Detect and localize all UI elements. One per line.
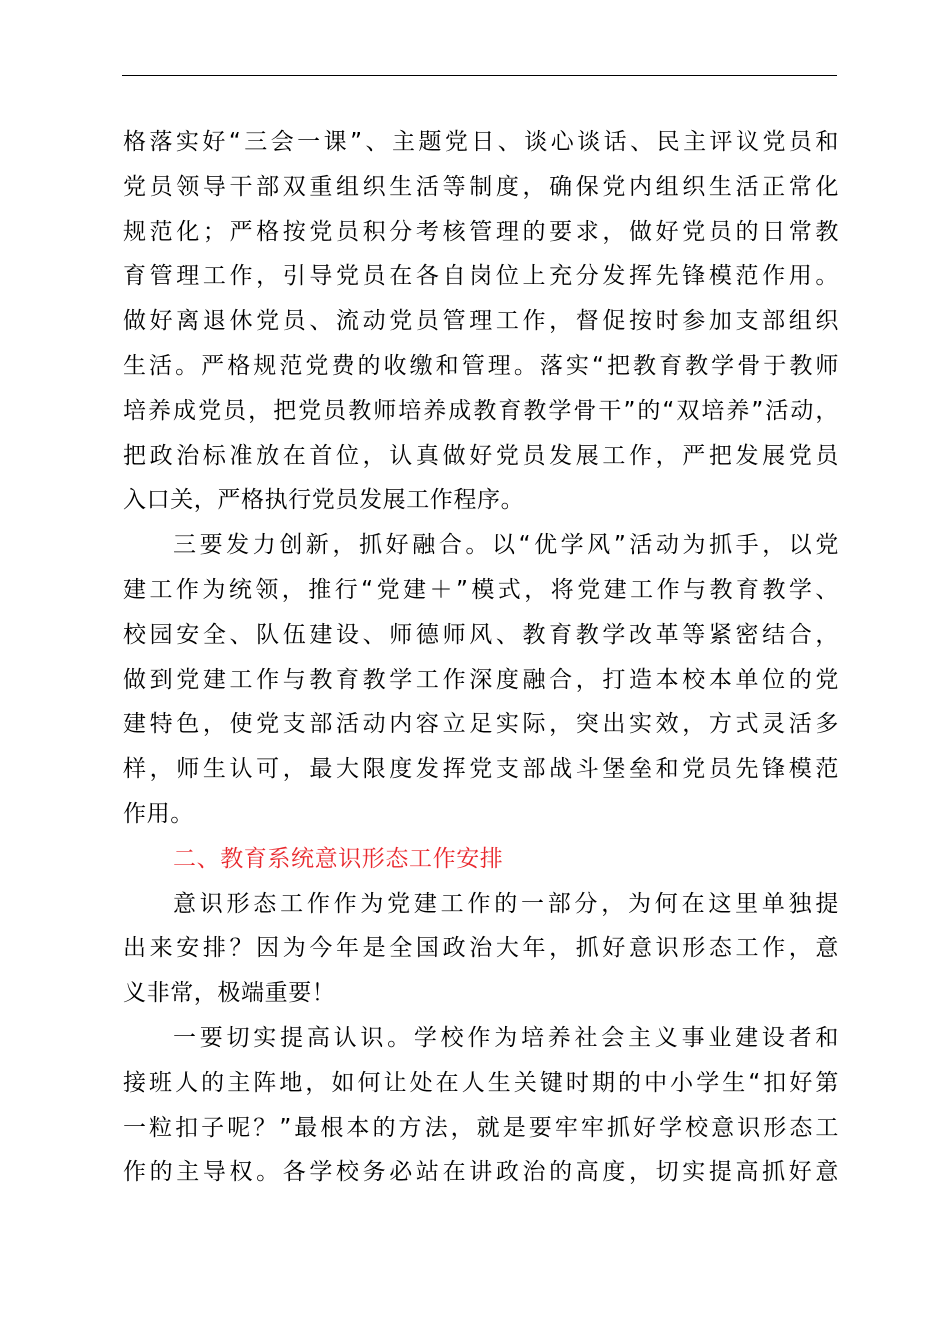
section-heading: 二、教育系统意识形态工作安排 xyxy=(173,845,504,872)
text-line-22: 接班人的主阵地，如何让处在人生关键时期的中小学生“扣好第 xyxy=(123,1069,839,1096)
text-line-24: 作的主导权。各学校务必站在讲政治的高度，切实提高抓好意 xyxy=(123,1159,839,1186)
text-line-15: 样，师生认可，最大限度发挥党支部战斗堡垒和党员先锋模范 xyxy=(123,756,839,783)
text-line-12: 校园安全、队伍建设、师德师风、教育教学改革等紧密结合， xyxy=(123,621,839,648)
text-line-2: 党员领导干部双重组织生活等制度，确保党内组织生活正常化 xyxy=(123,173,839,200)
text-line-23: 一粒扣子呢？”最根本的方法，就是要牢牢抓好学校意识形态工 xyxy=(123,1114,839,1141)
text-line-10: 三要发力创新，抓好融合。以“优学风”活动为抓手，以党 xyxy=(173,532,839,559)
text-line-13: 做到党建工作与教育教学工作深度融合，打造本校本单位的党 xyxy=(123,666,839,693)
text-line-5: 做好离退休党员、流动党员管理工作，督促按时参加支部组织 xyxy=(123,308,839,335)
document-body xyxy=(123,120,839,1195)
text-line-6: 生活。严格规范党费的收缴和管理。落实“把教育教学骨于教师 xyxy=(123,352,839,379)
text-line-4: 育管理工作，引导党员在各自岗位上充分发挥先锋模范作用。 xyxy=(123,263,839,290)
text-line-16: 作用。 xyxy=(123,800,194,827)
text-line-9: 入口关，严格执行党员发展工作程序。 xyxy=(123,487,525,514)
text-line-18: 意识形态工作作为党建工作的一部分，为何在这里单独提 xyxy=(173,890,839,917)
text-line-20: 义非常，极端重要！ xyxy=(123,980,336,1007)
text-line-14: 建特色，使党支部活动内容立足实际，突出实效，方式灵活多 xyxy=(123,711,839,738)
text-line-1: 格落实好“三会一课”、主题党日、谈心谈话、民主评议党员和 xyxy=(123,129,839,155)
text-line-8: 把政治标准放在首位，认真做好党员发展工作，严把发展党员 xyxy=(123,442,839,469)
text-line-7: 培养成党员，把党员教师培养成教育教学骨干”的“双培养”活动， xyxy=(123,397,839,424)
text-line-21: 一要切实提高认识。学校作为培养社会主义事业建设者和 xyxy=(173,1024,839,1051)
text-line-3: 规范化；严格按党员积分考核管理的要求，做好党员的日常教 xyxy=(123,218,839,245)
header-rule xyxy=(122,75,837,76)
text-line-19: 出来安排？因为今年是全国政治大年，抓好意识形态工作，意 xyxy=(123,935,839,962)
text-line-11: 建工作为统领，推行“党建＋”模式，将党建工作与教育教学、 xyxy=(123,576,839,603)
